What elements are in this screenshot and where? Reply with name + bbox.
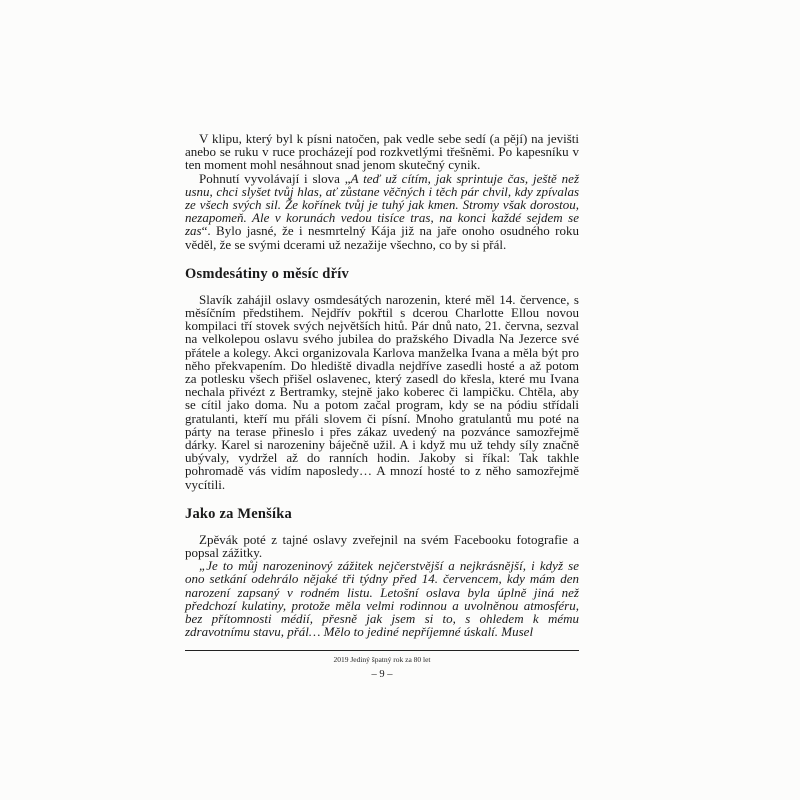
text-column [185,132,579,681]
paragraph-facebook-quote: „Je to můj narozeninový zážitek nejčerstvější a nejkrásnější, i když se ono setkání odehrálo nějaké tři týdny před 14. červencem, kdy mám den narození zapsaný v rodném listu. Letošní oslava byla úplně jiná než předchozí kulatiny, protože měla velmi rodinnou a uvolněnou atmosféru, bez přítomnosti médií, přesně jak jsem si to, s ohledem k mému zdravotnímu stavu, přál… Mělo to jediné nepříjemné úskalí. Musel [185,558,579,640]
section-heading-osmdesatiny: Osmdesátiny o měsíc dřív [185,265,349,282]
paragraph-intro: V klipu, který byl k písni natočen, pak vedle sebe sedí (a pějí) na jevišti anebo se ruku v ruce procházejí pod rozkvetlými třešněmi. Po kapesníku v ten moment mohl nesáhnout snad jenom skutečný cynik. [185,131,579,173]
paragraph-song-quote [185,172,579,251]
paragraph-birthday-party: Slavík zahájil oslavy osmdesátých narozenin, které měl 14. července, s měsíčním předstihem. Nejdřív pokřtil s dcerou Charlotte Ellou novou kompilaci tří stovek svých největších hitů. Pár dnů nato, 21. června, sezval na velkolepou oslavu svého jubilea do pražského Divadla Na Jezerce své přátele a kolegy. Akci organizovala Karlova manželka Ivana a měla být pro něho překvapením. Do hlediště divadla nejdříve zasedli hosté a až potom za potlesku všech přišel oslavenec, který zasedl do křesla, které mu Ivana nechala přivézt z Bertramky, stejně jako koberec či lampičku. Chtěla, aby se cítil jako doma. Nu a potom začal program, kdy se na pódiu střídali gratulanti, kteří mu přáli slovem či písní. Mnoho gratulantů mu poté na párty na terase přineslo i přes zákaz uvedený na pozvánce samozřejmě dárky. Karel si narozeniny báječně užil. A i když mu už tehdy síly značně ubývaly, vydržel až do ranních hodin. Jakoby si říkal: Tak takhle pohromadě vás vidím naposledy… A mnozí hosté to z něho samozřejmě vycítili. [185,291,579,492]
footer-book-title: 2019 Jediný špatný rok za 80 let [333,655,431,664]
song-lyrics-italic: A teď už cítím, jak sprintuje čas, ještě než usnu, chci slyšet tvůj hlas, ať zůstane věčných i těch pár chvil, kdy zpívalas ze všech svých sil. Že kořínek tvůj je tuhý jak kmen. Stromy však dorostou, nezapomeň. Ale v korunách vedou tisíce tras, na konci každé sejdem se zas [185,170,580,239]
page-number: – 9 – [371,669,393,680]
section-heading-jako-za-mensika: Jako za Menšíka [185,505,292,522]
page-footer [185,650,579,682]
quote-lead-text: Pohnutí vyvolávají i slova „ [199,170,351,186]
paragraph-facebook: Zpěvák poté z tajné oslavy zveřejnil na svém Facebooku fotografie a popsal zážitky. [185,531,579,561]
quote-trail-text: “. Bylo jasné, že i nesmrtelný Kája již na jaře onoho osudného roku věděl, že se svými dcerami už nezažije všechno, co by si přál. [185,223,579,252]
footer-rule [185,650,579,652]
